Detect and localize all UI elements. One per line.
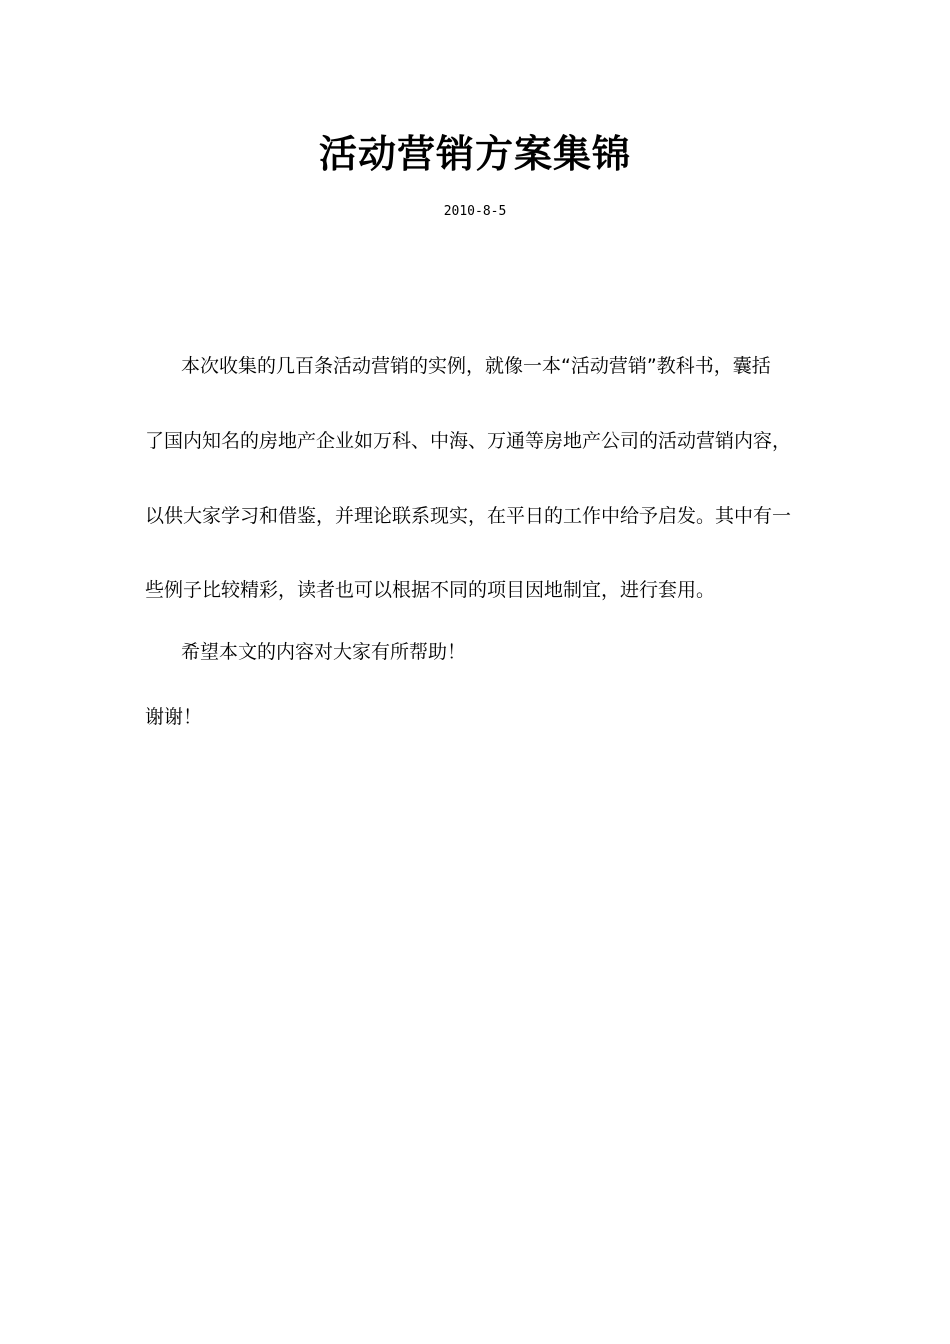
intro-line-1: 本次收集的几百条活动营销的实例，就像一本“活动营销”教科书，囊括: [181, 355, 771, 377]
document-date: 2010-8-5: [443, 204, 507, 219]
intro-line-3: 以供大家学习和借鉴，并理论联系现实，在平日的工作中给予启发。其中有一: [145, 505, 792, 527]
wish-paragraph: 希望本文的内容对大家有所帮助！: [181, 641, 467, 663]
document-title: 活动营销方案集锦: [318, 132, 631, 176]
thanks-line: 谢谢！: [145, 706, 203, 728]
intro-line-2: 了国内知名的房地产企业如万科、中海、万通等房地产公司的活动营销内容，: [145, 430, 792, 452]
intro-line-4: 些例子比较精彩，读者也可以根据不同的项目因地制宜，进行套用。: [145, 579, 716, 601]
